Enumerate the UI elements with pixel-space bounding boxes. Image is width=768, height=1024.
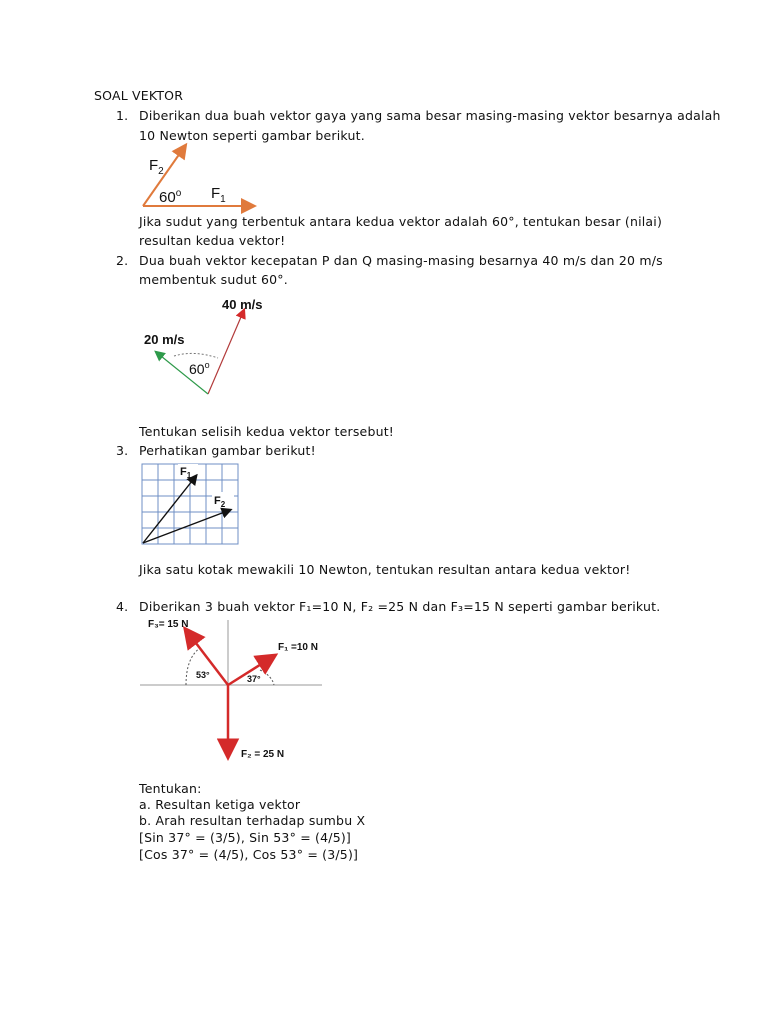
q1-angle-label: 60 xyxy=(159,189,176,206)
q1-text-line2: 10 Newton seperti gambar berikut. xyxy=(139,128,365,143)
q4-angle-37-label: 37° xyxy=(247,674,261,684)
q2-angle-superscript: o xyxy=(204,360,210,370)
q4-f3-label: F₃= 15 N xyxy=(148,619,189,630)
q2-angle-arc xyxy=(174,353,218,358)
q1-angle-superscript: o xyxy=(175,188,182,199)
q2-vector-figure xyxy=(140,292,280,404)
q4-sin-values: [Sin 37° = (3/5), Sin 53° = (4/5)] xyxy=(139,830,352,845)
q1-f1-subscript: 1 xyxy=(220,194,226,205)
q1-vector-figure xyxy=(135,140,265,210)
q4-text-line1: Diberikan 3 buah vektor F₁=10 N, F₂ =25 N dan F₃=15 N seperti gambar berikut. xyxy=(139,599,661,614)
q2-text-line1: Dua buah vektor kecepatan P dan Q masing-masing besarnya 40 m/s dan 20 m/s xyxy=(139,253,663,268)
q2-40ms-arrow xyxy=(208,310,244,394)
q4-angle-53-label: 53° xyxy=(196,670,210,680)
q4-angle-arc-37 xyxy=(260,670,274,685)
q1-text-line1: Diberikan dua buah vektor gaya yang sama besar masing-masing vektor besarnya adalah xyxy=(139,108,721,123)
q2-text-line3: Tentukan selisih kedua vektor tersebut! xyxy=(139,424,395,439)
q1-number: 1. xyxy=(116,108,129,123)
q4-number: 4. xyxy=(116,599,129,614)
svg-text:60o xyxy=(189,360,210,377)
q4-part-a: a. Resultan ketiga vektor xyxy=(139,797,301,812)
svg-text:F2 xyxy=(149,157,164,177)
page-title: SOAL VEKTOR xyxy=(94,88,184,103)
q4-vector-figure xyxy=(140,614,330,764)
q2-40ms-label: 40 m/s xyxy=(222,297,263,312)
q2-angle-label: 60 xyxy=(189,361,205,377)
q3-f2-subscript: 2 xyxy=(220,500,226,509)
q3-f2-label: F xyxy=(214,495,221,507)
svg-text:60o xyxy=(159,188,182,206)
q2-20ms-label: 20 m/s xyxy=(144,332,185,347)
q1-text-line3: Jika sudut yang terbentuk antara kedua vektor adalah 60°, tentukan besar (nilai) xyxy=(139,214,663,229)
q1-f1-label: F xyxy=(211,185,221,202)
q1-text-line4: resultan kedua vektor! xyxy=(139,233,286,248)
q1-f2-label: F xyxy=(149,157,159,174)
q4-f2-label: F₂ = 25 N xyxy=(241,749,285,760)
q3-text-line2: Jika satu kotak mewakili 10 Newton, tentukan resultan antara kedua vektor! xyxy=(139,562,631,577)
q4-tentukan: Tentukan: xyxy=(139,781,202,796)
q4-f1-label: F₁ =10 N xyxy=(278,642,318,653)
q1-f2-subscript: 2 xyxy=(158,166,164,177)
q2-number: 2. xyxy=(116,253,129,268)
q3-text-line1: Perhatikan gambar berikut! xyxy=(139,443,316,458)
svg-text:F1 xyxy=(211,185,226,205)
q3-grid-figure xyxy=(140,462,240,546)
q4-part-b: b. Arah resultan terhadap sumbu X xyxy=(139,813,366,828)
q3-f1-label: F xyxy=(180,466,187,478)
q4-cos-values: [Cos 37° = (4/5), Cos 53° = (3/5)] xyxy=(139,847,359,862)
q3-f1-subscript: 1 xyxy=(186,471,192,480)
q3-number: 3. xyxy=(116,443,129,458)
q2-text-line2: membentuk sudut 60°. xyxy=(139,272,288,287)
